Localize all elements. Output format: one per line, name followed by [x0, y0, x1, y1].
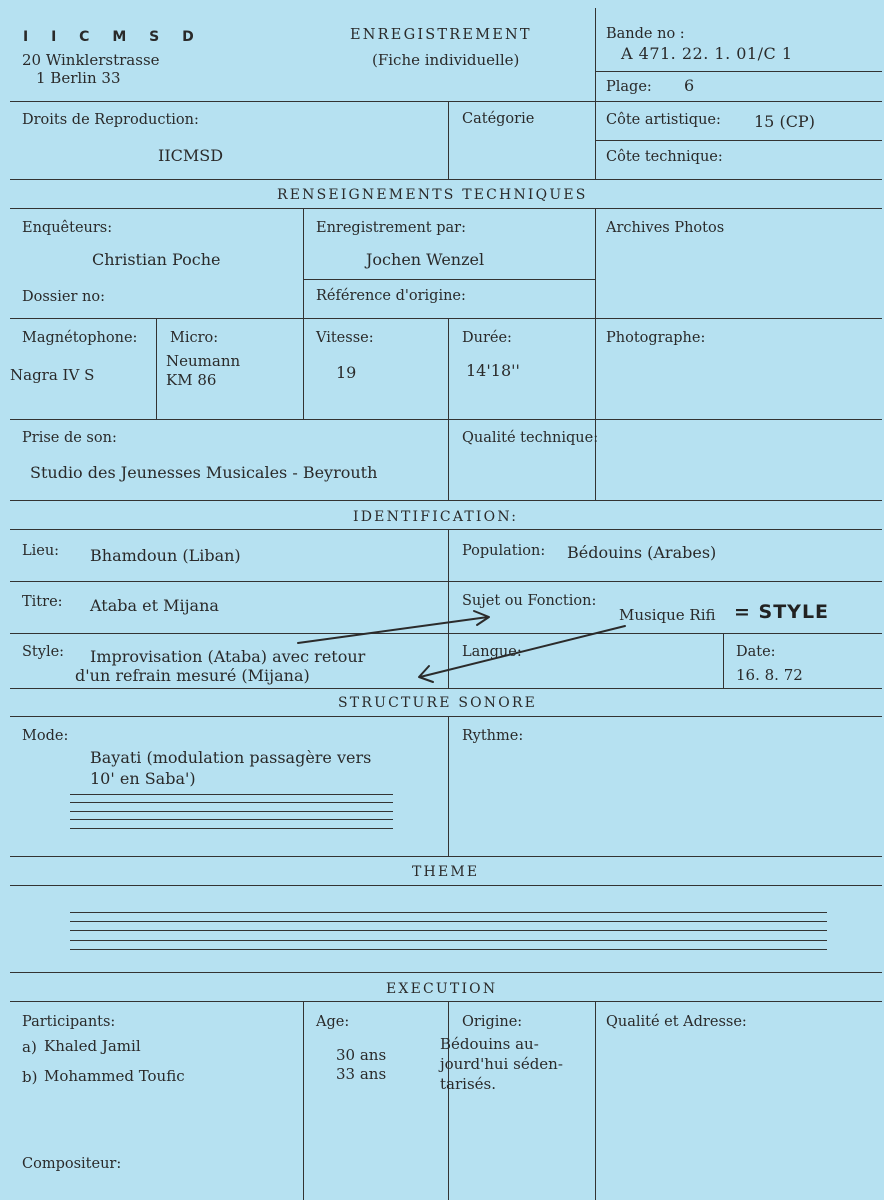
droits-value: IICMSD: [158, 146, 224, 165]
magnetophone-label: Magnétophone:: [22, 330, 138, 346]
lieu-value: Bhamdoun (Liban): [90, 546, 241, 565]
archives-photos-label: Archives Photos: [606, 220, 725, 236]
duree-value: 14'18'': [466, 361, 520, 380]
age-a-value: 30 ans: [336, 1046, 387, 1064]
age-b-value: 33 ans: [336, 1065, 387, 1083]
date-value: 16. 8. 72: [736, 666, 803, 684]
cote-artistique-value: 15 (CP): [754, 112, 815, 131]
rythme-label: Rythme:: [462, 728, 524, 744]
cote-technique-label: Côte technique:: [606, 149, 723, 165]
micro-label: Micro:: [170, 330, 219, 346]
qualite-technique-label: Qualité technique:: [462, 430, 599, 446]
section-identification: IDENTIFICATION:: [353, 509, 519, 525]
participant-b-name: Mohammed Toufic: [44, 1067, 185, 1085]
enqueteurs-label: Enquêteurs:: [22, 220, 113, 236]
cote-artistique-label: Côte artistique:: [606, 112, 721, 128]
origine-line2: jourd'hui séden-: [440, 1055, 563, 1073]
qualite-adresse-label: Qualité et Adresse:: [606, 1014, 747, 1030]
photographe-label: Photographe:: [606, 330, 706, 346]
form-subtitle: (Fiche individuelle): [372, 51, 520, 69]
droits-label: Droits de Reproduction:: [22, 112, 199, 128]
sujet-value: Musique Rifi: [619, 606, 716, 624]
sujet-handwritten: = STYLE: [734, 601, 830, 623]
vitesse-label: Vitesse:: [316, 330, 374, 346]
mode-label: Mode:: [22, 728, 69, 744]
categorie-label: Catégorie: [462, 111, 535, 127]
plage-value: 6: [684, 76, 695, 95]
dossier-label: Dossier no:: [22, 289, 105, 305]
langue-label: Langue:: [462, 644, 522, 660]
arrow-style-to-sujet: [298, 617, 488, 643]
style-value-line2: d'un refrain mesuré (Mijana): [75, 666, 310, 685]
magnetophone-value: Nagra IV S: [10, 366, 95, 384]
micro-value-line2: KM 86: [166, 371, 217, 389]
origine-line3: tarisés.: [440, 1075, 496, 1093]
age-label: Age:: [316, 1014, 350, 1030]
bande-value: A 471. 22. 1. 01/C 1: [621, 44, 793, 63]
section-structure: STRUCTURE SONORE: [338, 695, 538, 711]
micro-value-line1: Neumann: [166, 352, 241, 370]
participant-a-name: Khaled Jamil: [44, 1037, 141, 1055]
org-street: 20 Winklerstrasse: [22, 51, 160, 69]
participant-a-marker: a): [22, 1038, 37, 1056]
titre-value: Ataba et Mijana: [90, 596, 219, 615]
section-renseignements: RENSEIGNEMENTS TECHNIQUES: [277, 187, 588, 203]
style-label: Style:: [22, 644, 65, 660]
compositeur-label: Compositeur:: [22, 1156, 122, 1172]
section-theme: THEME: [412, 864, 480, 880]
arrow-rifi-to-style: [420, 626, 625, 677]
enregistrement-par-label: Enregistrement par:: [316, 220, 466, 236]
org-city: 1 Berlin 33: [36, 69, 121, 87]
enregistrement-par-value: Jochen Wenzel: [366, 250, 485, 269]
sujet-label: Sujet ou Fonction:: [462, 593, 597, 609]
population-value: Bédouins (Arabes): [567, 543, 717, 562]
enqueteurs-value: Christian Poche: [92, 250, 221, 269]
bande-label: Bande no :: [606, 26, 685, 42]
plage-label: Plage:: [606, 79, 652, 95]
lieu-label: Lieu:: [22, 543, 60, 559]
origine-line1: Bédouins au-: [440, 1035, 539, 1053]
mode-value-line2: 10' en Saba'): [90, 769, 196, 788]
duree-label: Durée:: [462, 330, 512, 346]
date-label: Date:: [736, 644, 776, 660]
participant-b-marker: b): [22, 1068, 38, 1086]
prise-de-son-label: Prise de son:: [22, 430, 117, 446]
vitesse-value: 19: [336, 363, 357, 382]
section-execution: EXECUTION: [386, 981, 498, 997]
origine-label: Origine:: [462, 1014, 523, 1030]
population-label: Population:: [462, 543, 546, 559]
org-name: I I C M S D: [23, 29, 203, 45]
style-value-line1: Improvisation (Ataba) avec retour: [90, 647, 366, 666]
mode-value-line1: Bayati (modulation passagère vers: [90, 748, 372, 767]
reference-label: Référence d'origine:: [316, 288, 466, 304]
form-title: ENREGISTREMENT: [350, 27, 532, 43]
prise-de-son-value: Studio des Jeunesses Musicales - Beyrouth: [30, 463, 378, 482]
titre-label: Titre:: [22, 594, 63, 610]
participants-label: Participants:: [22, 1014, 116, 1030]
